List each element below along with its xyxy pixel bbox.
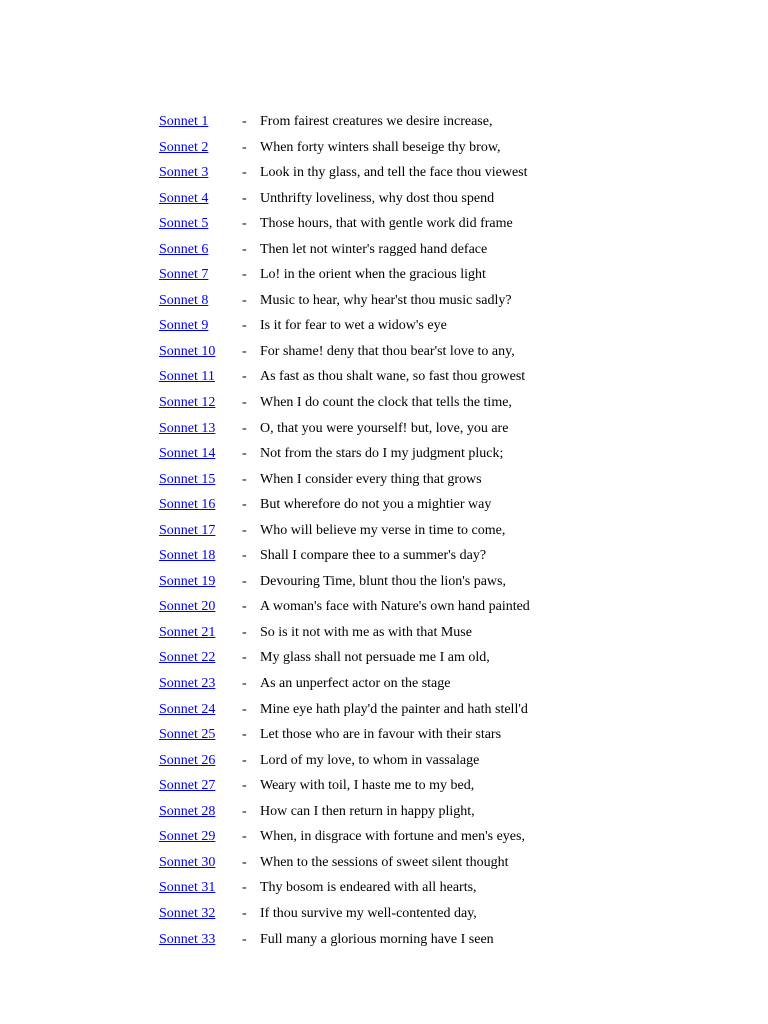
sonnet-row — [159, 313, 719, 339]
sonnet-row — [159, 237, 719, 263]
separator-dash: - — [242, 114, 247, 129]
sonnet-link-8[interactable]: Sonnet 8 — [159, 292, 209, 308]
sonnet-first-line: Thy bosom is endeared with all hearts, — [260, 880, 477, 896]
sonnet-row — [159, 722, 719, 748]
sonnet-list — [159, 109, 719, 952]
sonnet-first-line: When I consider every thing that grows — [260, 471, 482, 487]
separator-dash: - — [242, 395, 247, 411]
sonnet-link-11[interactable]: Sonnet 11 — [159, 369, 215, 385]
sonnet-row — [159, 416, 719, 442]
separator-dash: - — [242, 931, 247, 947]
separator-dash: - — [242, 752, 247, 768]
separator-dash: - — [242, 343, 247, 359]
sonnet-row — [159, 748, 719, 774]
separator-dash: - — [242, 854, 247, 870]
separator-dash: - — [242, 803, 247, 819]
sonnet-first-line: Mine eye hath play'd the painter and hath stell'd — [260, 701, 528, 717]
sonnet-first-line: Weary with toil, I haste me to my bed, — [260, 778, 475, 794]
sonnet-row — [159, 594, 719, 620]
sonnet-first-line: Then let not winter's ragged hand deface — [260, 241, 488, 257]
separator-dash: - — [242, 190, 247, 206]
sonnet-link-5[interactable]: Sonnet 5 — [159, 216, 209, 232]
separator-dash: - — [242, 292, 247, 308]
separator-dash: - — [242, 318, 247, 334]
separator-dash: - — [242, 497, 247, 513]
sonnet-first-line: Lo! in the orient when the gracious light — [260, 267, 486, 283]
sonnet-first-line: When forty winters shall beseige thy brow, — [260, 139, 501, 155]
sonnet-link-15[interactable]: Sonnet 15 — [159, 471, 216, 487]
sonnet-row — [159, 773, 719, 799]
separator-dash: - — [242, 624, 247, 640]
sonnet-first-line: When I do count the clock that tells the time, — [260, 395, 512, 411]
sonnet-row — [159, 135, 719, 161]
sonnet-link-21[interactable]: Sonnet 21 — [159, 624, 216, 640]
sonnet-link-20[interactable]: Sonnet 20 — [159, 599, 216, 615]
sonnet-link-23[interactable]: Sonnet 23 — [159, 676, 216, 692]
separator-dash: - — [242, 471, 247, 487]
sonnet-row — [159, 697, 719, 723]
sonnet-row — [159, 901, 719, 927]
sonnet-first-line: For shame! deny that thou bear'st love to any, — [260, 343, 515, 359]
separator-dash: - — [242, 727, 247, 743]
sonnet-row — [159, 160, 719, 186]
sonnet-link-24[interactable]: Sonnet 24 — [159, 701, 216, 717]
sonnet-first-line: Unthrifty loveliness, why dost thou spend — [260, 190, 495, 206]
separator-dash: - — [242, 701, 247, 717]
separator-dash: - — [242, 165, 247, 181]
sonnet-row — [159, 569, 719, 595]
separator-dash: - — [242, 599, 247, 615]
sonnet-row — [159, 390, 719, 416]
sonnet-link-33[interactable]: Sonnet 33 — [159, 931, 216, 947]
sonnet-link-16[interactable]: Sonnet 16 — [159, 497, 216, 513]
sonnet-first-line: Those hours, that with gentle work did frame — [260, 216, 513, 232]
sonnet-link-18[interactable]: Sonnet 18 — [159, 548, 216, 564]
separator-dash: - — [242, 446, 247, 462]
separator-dash: - — [242, 573, 247, 589]
separator-dash: - — [242, 420, 247, 436]
sonnet-row — [159, 109, 719, 135]
sonnet-row — [159, 262, 719, 288]
sonnet-row — [159, 671, 719, 697]
sonnet-first-line: Lord of my love, to whom in vassalage — [260, 752, 480, 768]
sonnet-row — [159, 927, 719, 953]
separator-dash: - — [242, 139, 247, 155]
sonnet-row — [159, 364, 719, 390]
sonnet-first-line: When to the sessions of sweet silent thought — [260, 854, 509, 870]
sonnet-row — [159, 543, 719, 569]
sonnet-row — [159, 875, 719, 901]
sonnet-first-line: How can I then return in happy plight, — [260, 803, 475, 819]
sonnet-link-9[interactable]: Sonnet 9 — [159, 318, 209, 334]
sonnet-link-27[interactable]: Sonnet 27 — [159, 778, 216, 794]
separator-dash: - — [242, 778, 247, 794]
sonnet-link-26[interactable]: Sonnet 26 — [159, 752, 216, 768]
sonnet-link-30[interactable]: Sonnet 30 — [159, 854, 216, 870]
sonnet-link-29[interactable]: Sonnet 29 — [159, 829, 216, 845]
sonnet-first-line: If thou survive my well-contented day, — [260, 905, 477, 921]
sonnet-first-line: So is it not with me as with that Muse — [260, 624, 472, 640]
sonnet-link-10[interactable]: Sonnet 10 — [159, 343, 216, 359]
sonnet-row — [159, 824, 719, 850]
sonnet-first-line: O, that you were yourself! but, love, you are — [260, 420, 509, 436]
separator-dash: - — [242, 216, 247, 232]
separator-dash: - — [242, 880, 247, 896]
sonnet-first-line: Not from the stars do I my judgment pluck; — [260, 446, 504, 462]
sonnet-row — [159, 799, 719, 825]
sonnet-row — [159, 518, 719, 544]
sonnet-row — [159, 850, 719, 876]
separator-dash: - — [242, 650, 247, 666]
sonnet-link-7[interactable]: Sonnet 7 — [159, 267, 209, 283]
sonnet-link-2[interactable]: Sonnet 2 — [159, 139, 209, 155]
sonnet-first-line: Who will believe my verse in time to come, — [260, 522, 506, 538]
separator-dash: - — [242, 522, 247, 538]
sonnet-row — [159, 441, 719, 467]
sonnet-link-32[interactable]: Sonnet 32 — [159, 905, 216, 921]
sonnet-link-22[interactable]: Sonnet 22 — [159, 650, 216, 666]
sonnet-link-4[interactable]: Sonnet 4 — [159, 190, 209, 206]
sonnet-first-line: Look in thy glass, and tell the face thou viewest — [260, 165, 528, 181]
sonnet-link-31[interactable]: Sonnet 31 — [159, 880, 216, 896]
separator-dash: - — [242, 676, 247, 692]
sonnet-row — [159, 620, 719, 646]
sonnet-link-3[interactable]: Sonnet 3 — [159, 165, 209, 181]
sonnet-first-line: Shall I compare thee to a summer's day? — [260, 548, 487, 564]
sonnet-first-line: My glass shall not persuade me I am old, — [260, 650, 490, 666]
sonnet-first-line: Devouring Time, blunt thou the lion's paws, — [260, 573, 506, 589]
sonnet-link-17[interactable]: Sonnet 17 — [159, 522, 216, 538]
sonnet-row — [159, 645, 719, 671]
sonnet-first-line: Is it for fear to wet a widow's eye — [260, 318, 447, 334]
separator-dash: - — [242, 905, 247, 921]
sonnet-link-6[interactable]: Sonnet 6 — [159, 241, 209, 257]
sonnet-row — [159, 492, 719, 518]
sonnet-link-12[interactable]: Sonnet 12 — [159, 395, 216, 411]
separator-dash: - — [242, 267, 247, 283]
sonnet-first-line: Full many a glorious morning have I seen — [260, 931, 494, 947]
sonnet-row — [159, 288, 719, 314]
sonnet-link-14[interactable]: Sonnet 14 — [159, 446, 216, 462]
sonnet-first-line: But wherefore do not you a mightier way — [260, 497, 492, 513]
sonnet-row — [159, 339, 719, 365]
sonnet-first-line: As fast as thou shalt wane, so fast thou growest — [260, 369, 526, 385]
sonnet-first-line: Music to hear, why hear'st thou music sadly? — [260, 292, 512, 308]
separator-dash: - — [242, 829, 247, 845]
sonnet-first-line: As an unperfect actor on the stage — [260, 676, 451, 692]
sonnet-row — [159, 186, 719, 212]
sonnet-row — [159, 211, 719, 237]
separator-dash: - — [242, 369, 247, 385]
sonnet-first-line: From fairest creatures we desire increase, — [260, 114, 493, 129]
sonnet-link-13[interactable]: Sonnet 13 — [159, 420, 216, 436]
separator-dash: - — [242, 548, 247, 564]
sonnet-link-28[interactable]: Sonnet 28 — [159, 803, 216, 819]
sonnet-first-line: Let those who are in favour with their stars — [260, 727, 502, 743]
sonnet-link-19[interactable]: Sonnet 19 — [159, 573, 216, 589]
sonnet-link-25[interactable]: Sonnet 25 — [159, 727, 216, 743]
sonnet-first-line: A woman's face with Nature's own hand painted — [260, 599, 530, 615]
sonnet-link-1[interactable]: Sonnet 1 — [159, 114, 209, 129]
sonnet-row — [159, 467, 719, 493]
sonnet-first-line: When, in disgrace with fortune and men's eyes, — [260, 829, 525, 845]
separator-dash: - — [242, 241, 247, 257]
